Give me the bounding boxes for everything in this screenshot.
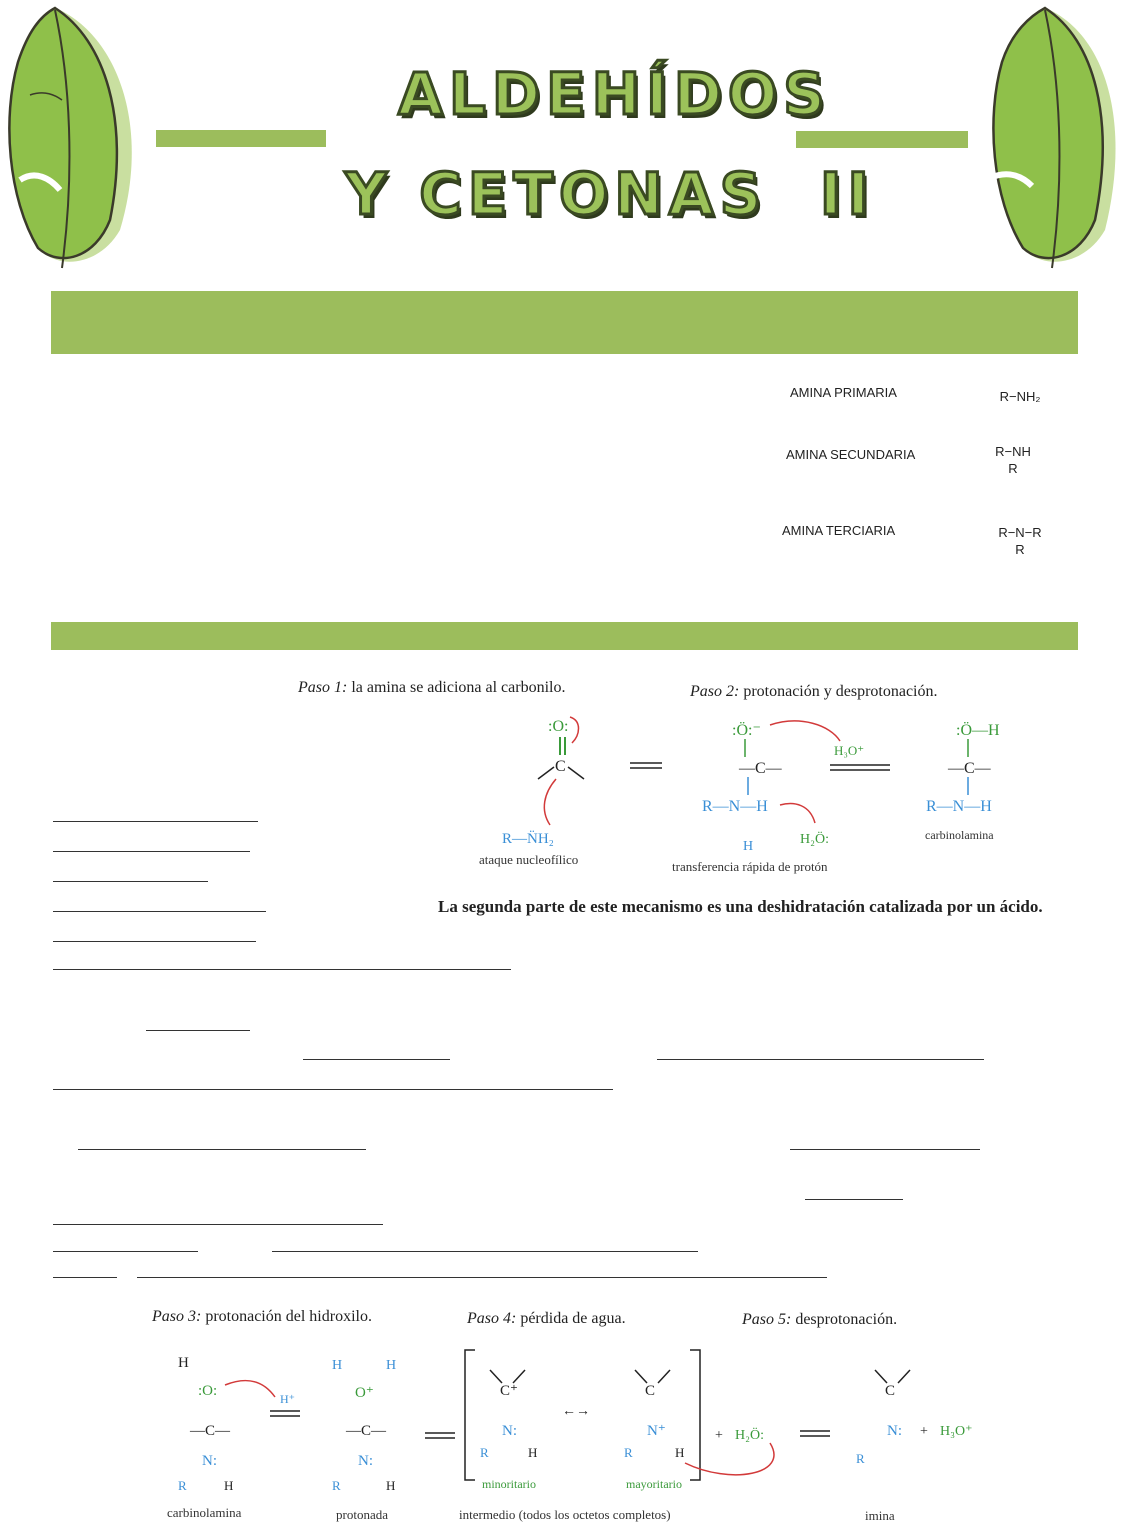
amine-primary-formula-top: R−NH₂	[999, 389, 1041, 404]
top-h2o-reagent: H₂Ö:	[800, 832, 829, 847]
step1-title	[298, 679, 565, 697]
amine-primary-formula	[990, 388, 1050, 405]
step2-text: protonación y desprotonación.	[743, 683, 938, 700]
svg-text:R—N̈H₂: R—N̈H₂	[502, 831, 554, 847]
svg-text:N:: N:	[358, 1453, 373, 1469]
fill-line-7	[146, 1030, 250, 1031]
svg-text::O:: :O:	[548, 718, 569, 735]
svg-text:C: C	[885, 1383, 896, 1399]
fill-line-16	[272, 1251, 698, 1252]
fill-line-14	[53, 1224, 383, 1225]
step2-title	[690, 683, 938, 701]
svg-text:—C—: —C—	[190, 1423, 231, 1439]
title-line-1: ALDEHÍDOS	[398, 60, 831, 128]
svg-text:C⁺: C⁺	[500, 1383, 518, 1399]
bottom-h3o-product: H₃O⁺	[940, 1424, 973, 1439]
svg-text:R—N—H: R—N—H	[702, 798, 768, 815]
svg-text:H: H	[332, 1358, 343, 1373]
fill-line-1	[53, 821, 258, 822]
title-line-2: Y CETONAS II	[345, 160, 875, 228]
caption-carbinolamine-top: carbinolamina	[925, 828, 994, 842]
step5-text: desprotonación.	[795, 1311, 898, 1328]
fill-line-13	[805, 1199, 903, 1200]
caption-transfer: transferencia rápida de protón	[672, 859, 828, 874]
amine-tertiary-formula-bottom: R	[1015, 542, 1025, 557]
svg-text:N:: N:	[887, 1423, 902, 1439]
section-header-band-1	[51, 291, 1078, 354]
fill-line-4	[53, 911, 266, 912]
step4-text: pérdida de agua.	[520, 1310, 626, 1327]
svg-text:+: +	[715, 1428, 723, 1443]
fill-line-17	[53, 1277, 117, 1278]
fill-line-11	[78, 1149, 366, 1150]
step1-label: Paso 1:	[298, 679, 348, 696]
svg-text:H: H	[743, 839, 754, 854]
step2-label: Paso 2:	[690, 683, 740, 700]
amine-tertiary-formula	[990, 524, 1050, 558]
svg-text:R: R	[480, 1445, 489, 1460]
svg-text:C: C	[555, 758, 566, 775]
title-bar-left	[156, 130, 326, 147]
svg-text:—C—: —C—	[948, 760, 991, 777]
bottom-h-reagent: H⁺	[280, 1392, 295, 1406]
svg-text:R: R	[178, 1478, 187, 1493]
svg-text:+: +	[920, 1424, 928, 1439]
caption-attack: ataque nucleofílico	[479, 852, 579, 867]
svg-text:C: C	[645, 1383, 656, 1399]
bottom-h2o-reagent: H₂Ö:	[735, 1428, 764, 1443]
step3-title	[152, 1308, 372, 1326]
fill-line-6	[53, 969, 511, 970]
leaf-right-illustration	[980, 0, 1136, 275]
step5-label: Paso 5:	[742, 1311, 792, 1328]
svg-text:H: H	[528, 1445, 538, 1460]
second-part-sentence: La segunda parte de este mecanismo es una deshidratación catalizada por un ácido.	[438, 897, 1043, 916]
amine-secondary-label: AMINA SECUNDARIA	[786, 447, 916, 462]
amine-tertiary-formula-top: R−N−R	[998, 525, 1042, 540]
step3-label: Paso 3:	[152, 1308, 202, 1325]
caption-imine: imina	[865, 1508, 895, 1523]
fill-line-3	[53, 881, 208, 882]
amine-primary-label: AMINA PRIMARIA	[790, 385, 897, 400]
fill-line-10	[53, 1089, 613, 1090]
svg-text:H: H	[224, 1478, 234, 1493]
fill-line-15	[53, 1251, 198, 1252]
caption-carbinolamine-bottom: carbinolamina	[167, 1505, 242, 1520]
title-bar-right	[796, 131, 968, 148]
svg-text:N:: N:	[502, 1423, 517, 1439]
svg-text:—C—: —C—	[346, 1423, 387, 1439]
svg-text:—C—: —C—	[739, 760, 782, 777]
step3-text: protonación del hidroxilo.	[205, 1308, 372, 1325]
svg-text:R: R	[332, 1478, 341, 1493]
svg-text:H: H	[675, 1445, 685, 1460]
fill-line-12	[790, 1149, 980, 1150]
step1-text: la amina se adiciona al carbonilo.	[351, 679, 566, 696]
step5-title	[742, 1311, 897, 1329]
svg-text:H: H	[386, 1478, 396, 1493]
step4-label: Paso 4:	[467, 1310, 517, 1327]
amine-tertiary-label: AMINA TERCIARIA	[782, 523, 896, 538]
caption-minor: minoritario	[482, 1477, 536, 1491]
caption-major: mayoritario	[626, 1477, 682, 1491]
caption-intermediate: intermedio (todos los octetos completos)	[459, 1507, 671, 1522]
fill-line-8	[303, 1059, 450, 1060]
amine-secondary-formula-top: R−NH	[995, 444, 1031, 459]
svg-text:R: R	[624, 1445, 633, 1460]
amine-secondary-formula-bottom: R	[1008, 461, 1018, 476]
svg-text:O⁺: O⁺	[355, 1385, 374, 1401]
mechanism-bottom-diagram	[150, 1345, 990, 1495]
svg-text:H: H	[178, 1355, 189, 1371]
svg-text::Ö—H: :Ö—H	[956, 722, 1000, 739]
svg-text::Ö:⁻: :Ö:⁻	[732, 722, 761, 739]
amine-secondary-formula	[988, 443, 1038, 477]
leaf-left-illustration	[0, 0, 160, 275]
fill-line-2	[53, 851, 250, 852]
step4-title	[467, 1310, 626, 1328]
fill-line-9	[657, 1059, 984, 1060]
svg-text:R—N—H: R—N—H	[926, 798, 992, 815]
caption-protonated: protonada	[336, 1507, 388, 1522]
svg-text::O:: :O:	[198, 1383, 218, 1399]
svg-text:H: H	[386, 1358, 397, 1373]
fill-line-18	[137, 1277, 827, 1278]
svg-text:N⁺: N⁺	[647, 1423, 666, 1439]
svg-text:←→: ←→	[562, 1404, 590, 1419]
section-header-band-2	[51, 622, 1078, 650]
svg-text:R: R	[856, 1451, 865, 1466]
svg-text:N:: N:	[202, 1453, 217, 1469]
fill-line-5	[53, 941, 256, 942]
top-h3o-reagent: H₃O⁺	[834, 743, 865, 758]
